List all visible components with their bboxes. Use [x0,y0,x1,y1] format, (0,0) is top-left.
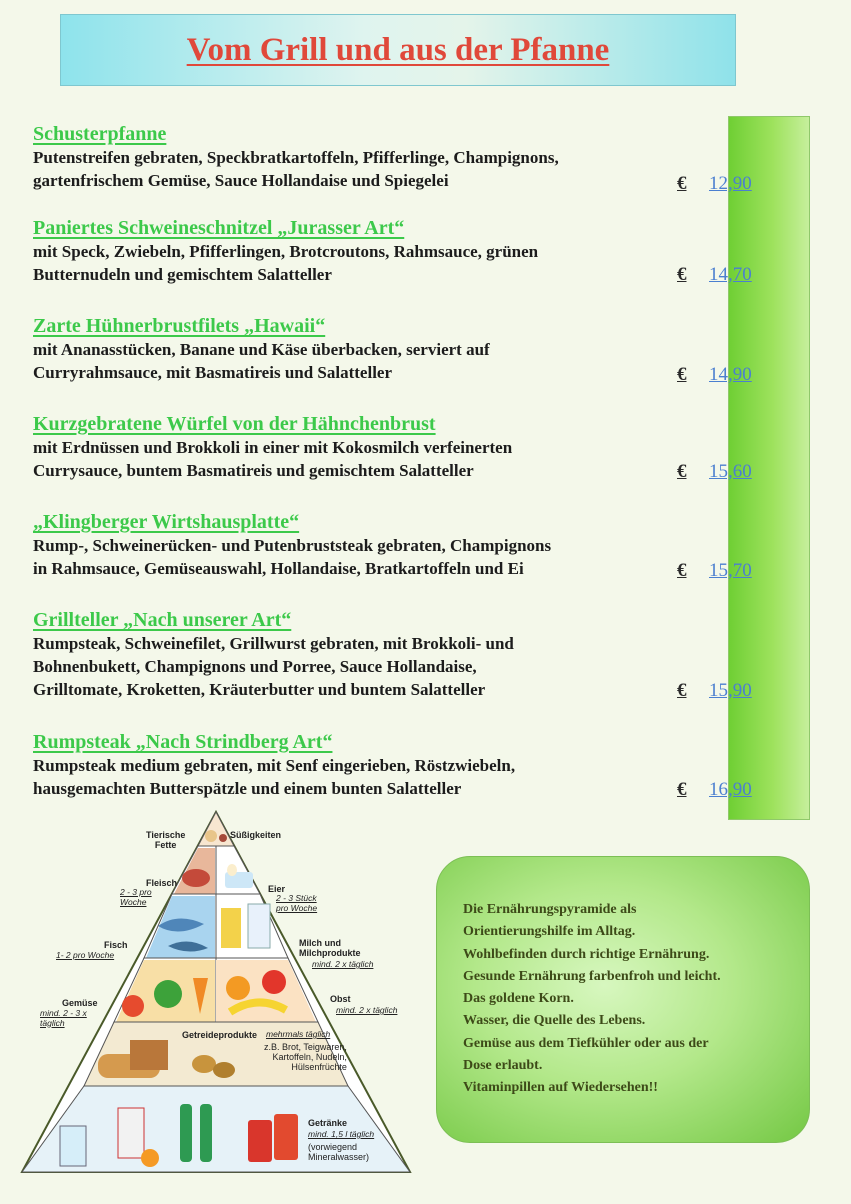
menu-item-description: Putenstreifen gebraten, Speckbratkartoffeln, Pfifferlinge, Champignons, gartenfrischem Gemüse, Sauce Hollandaise und Spiegelei [33,148,559,190]
menu-item-price-row [677,173,752,195]
label-vegetables: Gemüse [62,998,98,1008]
orange-icon [226,976,250,1000]
label-dairy: Milch und Milchprodukte [299,938,361,958]
menu-item-name: Zarte Hühnerbrustfilets „Hawaii“ [33,315,326,337]
drinks-desc: (vorwiegend Mineralwasser) [308,1142,370,1162]
sweets-tier [198,812,234,846]
freq-vegetables: mind. 2 - 3 x täglich [40,1008,87,1028]
bottle-icon [180,1104,192,1162]
food-pyramid-graphic [18,808,414,1178]
label-meat: Fleisch [146,878,178,888]
euro-sign: € [677,680,687,701]
menu-item-price: 14,90 [709,364,752,385]
apple-icon [262,970,286,994]
euro-sign: € [677,461,687,482]
menu-item-description: Rumpsteak, Schweinefilet, Grillwurst gebraten, mit Brokkoli- und Bohnenbukett, Champignons und Porree, Sauce Hollandaise, Grilltomate, Kroketten, Kräuterbutter und buntem Salatteller [33,634,514,699]
label-animal-fats: Tierische Fette [146,830,186,850]
menu-item-name: „Klingberger Wirtshausplatte“ [33,511,300,533]
nutrition-info-text: Die Ernährungspyramide als Orientierungshilfe im Alltag. Wohlbefinden durch richtige Ernährung. Gesunde Ernährung farbenfroh und leicht. Das goldene Korn. Wasser, die Quelle des Lebens. Gemüse aus dem Tiefkühler oder aus der Dose erlaubt. Vitaminpillen auf Wiedersehen!! [463,902,721,1096]
menu-item-price: 12,90 [709,173,752,194]
label-drinks: Getränke [308,1118,348,1128]
freq-drinks: mind. 1,5 l täglich [308,1129,375,1139]
menu-item-price-row [677,560,752,582]
euro-sign: € [677,779,687,800]
broccoli-icon [154,980,182,1008]
freq-dairy: mind. 2 x täglich [312,959,374,969]
menu-item-price-row [677,779,752,801]
egg-icon [227,864,237,876]
cheese-icon [221,908,241,948]
euro-sign: € [677,560,687,581]
can-icon [248,1120,272,1162]
food-pyramid [18,808,414,1178]
page-title: Vom Grill und aus der Pfanne [186,31,610,68]
milk-icon [248,904,270,948]
menu-item-price: 14,70 [709,264,752,285]
menu-item-price-row [677,680,752,702]
menu-item-name: Grillteller „Nach unserer Art“ [33,609,292,631]
menu-item-description: Rumpsteak medium gebraten, mit Senf eingerieben, Röstzwiebeln, hausgemachten Butterspätzle und einem bunten Salatteller [33,756,516,798]
potato-icon [192,1055,216,1073]
menu-item-name: Schusterpfanne [33,123,167,145]
freq-meat: 2 - 3 pro Woche [120,887,152,907]
glass-icon [60,1126,86,1166]
tomato-icon [122,995,144,1017]
menu-item-name: Kurzgebratene Würfel von der Hähnchenbrust [33,413,436,435]
title-banner [60,14,736,86]
menu-item-name: Rumpsteak „Nach Strindberg Art“ [33,731,333,753]
label-eggs: Eier [268,884,286,894]
freq-fish: 1- 2 pro Woche [56,950,115,960]
grain-desc: z.B. Brot, Teigwaren, Kartoffeln, Nudeln, Hülsenfrüchte [264,1042,347,1072]
menu-item-description: Rump-, Schweinerücken- und Putenbruststeak gebraten, Champignons in Rahmsauce, Gemüseauswahl, Hollandaise, Bratkartoffeln und Ei [33,536,552,578]
menu-item-name: Paniertes Schweineschnitzel „Jurasser Art“ [33,217,405,239]
freq-fruit: mind. 2 x täglich [336,1005,398,1015]
label-fish: Fisch [104,940,128,950]
freq-eggs: 2 - 3 Stück pro Woche [276,893,318,913]
euro-sign: € [677,264,687,285]
freq-grain: mehrmals täglich [266,1029,331,1039]
cake-icon [205,830,217,842]
menu-item-description: mit Erdnüssen und Brokkoli in einer mit Kokosmilch verfeinerten Currysauce, buntem Basmatireis und gemischtem Salatteller [33,438,513,480]
menu-item-price: 15,60 [709,461,752,482]
euro-sign: € [677,173,687,194]
menu-item-price-row [677,461,752,483]
menu-item-price: 15,70 [709,560,752,581]
menu-item-description: mit Ananasstücken, Banane und Käse überbacken, serviert auf Curryrahmsauce, mit Basmatireis und Salatteller [33,340,490,382]
menu-item-price-row [677,364,752,386]
juice-carton-icon [118,1108,144,1158]
wine-icon [219,834,227,842]
meat-icon [182,869,210,887]
label-fruit: Obst [330,994,351,1004]
menu-item-price: 15,90 [709,680,752,701]
label-sweets: Süßigkeiten [230,830,282,840]
nutrition-info-box [436,856,810,1143]
menu-item-price-row [677,264,752,286]
label-grain: Getreideprodukte [182,1030,258,1040]
menu-item-description: mit Speck, Zwiebeln, Pfifferlingen, Brotcroutons, Rahmsauce, grünen Butternudeln und gemischtem Salatteller [33,242,539,284]
menu-item-price: 16,90 [709,779,752,800]
euro-sign: € [677,364,687,385]
